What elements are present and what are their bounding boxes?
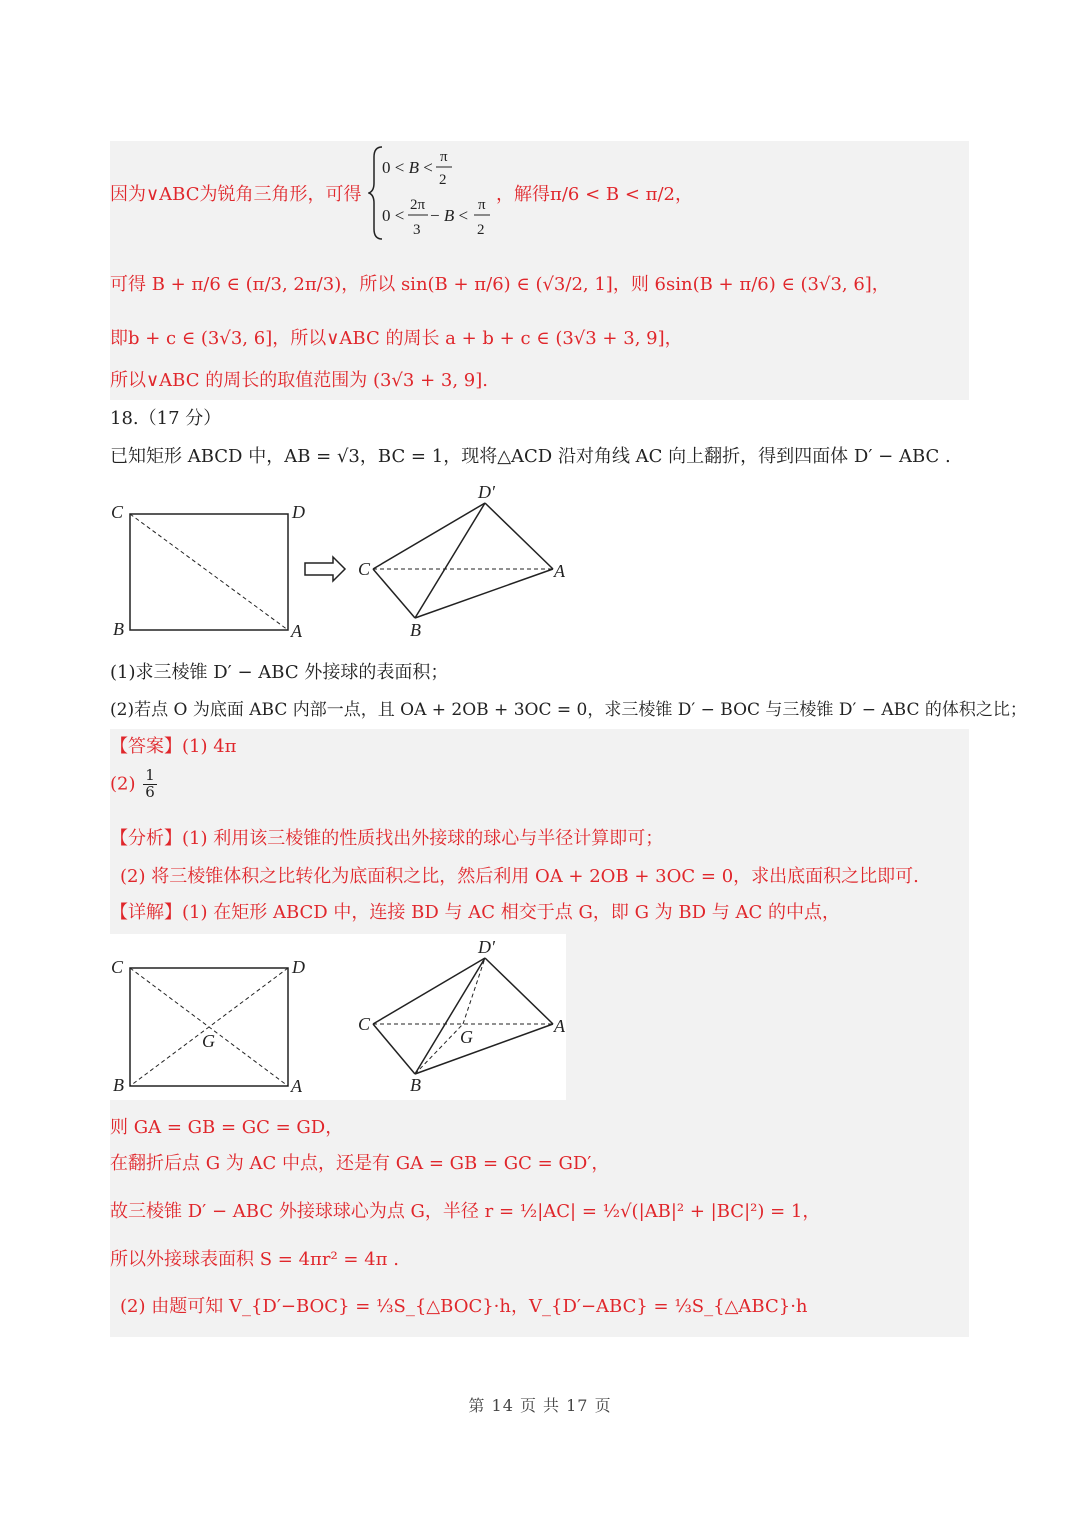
svg-text:− B <: − B < xyxy=(430,206,469,225)
detail-label: 【详解】 xyxy=(110,902,182,923)
answer-2-fraction xyxy=(143,768,157,801)
detail-line-6: (2) 由题可知 V_{D′−BOC} = ⅓S_{△BOC}·h，V_{D′−ABC} = ⅓S_{△ABC}·h xyxy=(120,1296,808,1317)
solution-line-1-solve xyxy=(496,180,693,206)
label-d-prime-4: D′ xyxy=(478,937,495,957)
problem-statement: 已知矩形 ABCD 中，AB = √3，BC = 1，现将△ACD 沿对角线 AC 向上翻折，得到四面体 D′ − ABC . xyxy=(110,446,951,467)
svg-text:π: π xyxy=(478,197,486,213)
svg-text:2π: 2π xyxy=(410,197,426,213)
label-b3: B xyxy=(113,1075,124,1095)
detail-1: (1) 在矩形 ABCD 中，连接 BD 与 AC 相交于点 G，即 G 为 BD 与 AC 的中点， xyxy=(182,902,840,923)
detail-line-1 xyxy=(110,898,840,924)
answer-line-2 xyxy=(110,768,159,801)
svg-text:0 < B <: 0 < B < xyxy=(382,158,433,177)
question-2: (2)若点 O 为底面 ABC 内部一点，且 OA + 2OB + 3OC = 0，求三棱锥 D′ − BOC 与三棱锥 D′ − ABC 的体积之比； xyxy=(110,700,1027,720)
arrow-icon xyxy=(305,557,345,581)
fraction-numerator: 1 xyxy=(145,766,155,784)
detail-line-3: 在翻折后点 G 为 AC 中点，还是有 GA = GB = GC = GD′， xyxy=(110,1153,610,1174)
label-g3: G xyxy=(202,1031,215,1051)
analysis-2: (2) 将三棱锥体积之比转化为底面积之比，然后利用 OA + 2OB + 3OC = 0，求出底面积之比即可. xyxy=(120,866,919,887)
svg-text:2: 2 xyxy=(477,222,485,238)
analysis-line-2 xyxy=(120,862,919,888)
rectangle-abcd xyxy=(130,514,288,630)
figure-1 xyxy=(105,478,585,643)
label-c: C xyxy=(111,502,124,522)
answer-2-prefix: (2) xyxy=(110,773,136,795)
label-a3: A xyxy=(291,1076,302,1096)
answer-1: (1) 4π xyxy=(182,736,237,757)
detail-line-4: 故三棱锥 D′ − ABC 外接球球心为点 G，半径 r = ½|AC| = ½√(|AB|² + |BC|²) = 1， xyxy=(110,1201,821,1222)
svg-text:3: 3 xyxy=(413,222,421,238)
solution-line-3-text: 即b + c ∈ (3√3, 6]，所以∨ABC 的周长 a + b + c ∈ (3√3 + 3, 9]， xyxy=(110,328,683,349)
label-c2: C xyxy=(358,559,371,579)
analysis-1: (1) 利用该三棱锥的性质找出外接球的球心与半径计算即可； xyxy=(182,828,664,849)
solution-line-1-text: 因为∨ABC为锐角三角形，可得 xyxy=(110,184,362,205)
solution-line-2-text: 可得 B + π/6 ∈ (π/3, 2π/3)，所以 sin(B + π/6) ∈ (√3/2, 1]，则 6sin(B + π/6) ∈ (3√3, 6]， xyxy=(110,274,890,295)
problem-number: 18.（17 分） xyxy=(110,408,222,429)
svg-text:0 <: 0 < xyxy=(382,206,405,225)
label-b4: B xyxy=(410,1075,421,1095)
label-c4: C xyxy=(358,1014,371,1034)
label-d3: D xyxy=(292,957,305,977)
detail-line-2: 则 GA = GB = GC = GD， xyxy=(110,1117,344,1138)
label-b2: B xyxy=(410,620,421,640)
solution-line-3 xyxy=(110,324,683,350)
label-a2: A xyxy=(554,561,565,581)
label-a4: A xyxy=(554,1016,565,1036)
answer-line-1 xyxy=(110,732,237,758)
analysis-line-1 xyxy=(110,824,663,850)
brace-system xyxy=(368,143,498,243)
solution-line-1 xyxy=(110,180,362,206)
label-c3: C xyxy=(111,957,124,977)
analysis-label: 【分析】 xyxy=(110,828,182,849)
label-d: D xyxy=(292,502,305,522)
question-1: (1)求三棱锥 D′ − ABC 外接球的表面积； xyxy=(110,662,449,683)
page-footer: 第 14 页 共 17 页 xyxy=(468,1396,612,1415)
answer-label: 【答案】 xyxy=(110,736,182,757)
solution-line-4 xyxy=(110,366,488,392)
label-b: B xyxy=(113,619,124,639)
fraction-denominator: 6 xyxy=(145,782,155,801)
label-d-prime: D′ xyxy=(478,482,495,502)
detail-line-5: 所以外接球表面积 S = 4πr² = 4π . xyxy=(110,1249,399,1270)
solve-text: ，解得π/6 < B < π/2， xyxy=(496,184,693,205)
svg-text:2: 2 xyxy=(439,172,447,188)
label-a: A xyxy=(291,621,302,641)
solution-line-2 xyxy=(110,270,890,296)
svg-text:π: π xyxy=(440,149,448,165)
tetrahedron xyxy=(373,503,553,618)
label-g4: G xyxy=(460,1027,473,1047)
figure-2 xyxy=(110,934,566,1100)
solution-line-4-text: 所以∨ABC 的周长的取值范围为 (3√3 + 3, 9]. xyxy=(110,370,488,391)
